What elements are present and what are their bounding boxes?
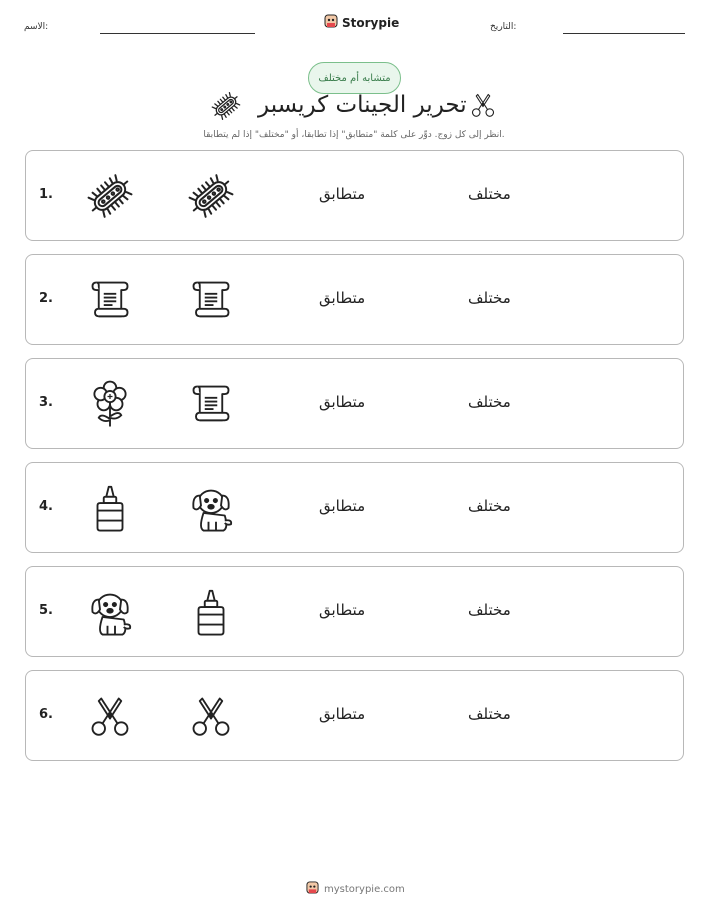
scissors-icon bbox=[468, 90, 498, 124]
footer bbox=[306, 880, 405, 899]
different-option[interactable]: مختلف bbox=[468, 497, 511, 515]
pair-row bbox=[25, 358, 684, 449]
glue-bottle-icon bbox=[85, 483, 135, 533]
page-title: تحرير الجينات كريسبر bbox=[258, 92, 467, 118]
row-number: 4. bbox=[39, 499, 53, 514]
name-label: الاسم: bbox=[24, 22, 49, 32]
row-number: 6. bbox=[39, 707, 53, 722]
title-row bbox=[200, 88, 510, 128]
date-line[interactable] bbox=[563, 33, 685, 34]
same-option[interactable]: متطابق bbox=[319, 393, 366, 411]
date-label: التاريخ: bbox=[490, 22, 517, 32]
row-number: 2. bbox=[39, 291, 53, 306]
puppy-icon bbox=[186, 483, 236, 533]
scroll-icon bbox=[85, 275, 135, 325]
different-option[interactable]: مختلف bbox=[468, 601, 511, 619]
scroll-icon bbox=[186, 379, 236, 429]
row-number: 1. bbox=[39, 187, 53, 202]
pair-row bbox=[25, 150, 684, 241]
mascot-icon bbox=[306, 880, 319, 899]
footer-url[interactable]: mystorypie.com bbox=[324, 884, 405, 895]
puppy-icon bbox=[85, 587, 135, 637]
same-option[interactable]: متطابق bbox=[319, 601, 366, 619]
different-option[interactable]: مختلف bbox=[468, 393, 511, 411]
pair-row bbox=[25, 566, 684, 657]
pair-row bbox=[25, 254, 684, 345]
glue-bottle-icon bbox=[186, 587, 236, 637]
category-badge: متشابه أم مختلف bbox=[308, 62, 401, 94]
row-number: 5. bbox=[39, 603, 53, 618]
different-option[interactable]: مختلف bbox=[468, 705, 511, 723]
name-line[interactable] bbox=[100, 33, 255, 34]
scissors-icon bbox=[186, 691, 236, 741]
mascot-icon bbox=[324, 13, 338, 33]
scissors-icon bbox=[85, 691, 135, 741]
pair-row bbox=[25, 670, 684, 761]
same-option[interactable]: متطابق bbox=[319, 705, 366, 723]
same-option[interactable]: متطابق bbox=[319, 185, 366, 203]
row-number: 3. bbox=[39, 395, 53, 410]
brand-logo bbox=[324, 13, 399, 33]
bacteria-icon bbox=[186, 171, 236, 221]
different-option[interactable]: مختلف bbox=[468, 185, 511, 203]
brand-name: Storypie bbox=[342, 16, 400, 30]
instructions: انظر إلى كل زوج. دوِّر على كلمة "متطابق" إذا تطابقا، أو "مختلف" إذا لم يتطابقا. bbox=[203, 130, 505, 140]
bacteria-icon bbox=[85, 171, 135, 221]
pair-row bbox=[25, 462, 684, 553]
flower-icon bbox=[85, 379, 135, 429]
same-option[interactable]: متطابق bbox=[319, 289, 366, 307]
different-option[interactable]: مختلف bbox=[468, 289, 511, 307]
scroll-icon bbox=[186, 275, 236, 325]
same-option[interactable]: متطابق bbox=[319, 497, 366, 515]
bacteria-icon bbox=[210, 90, 242, 126]
